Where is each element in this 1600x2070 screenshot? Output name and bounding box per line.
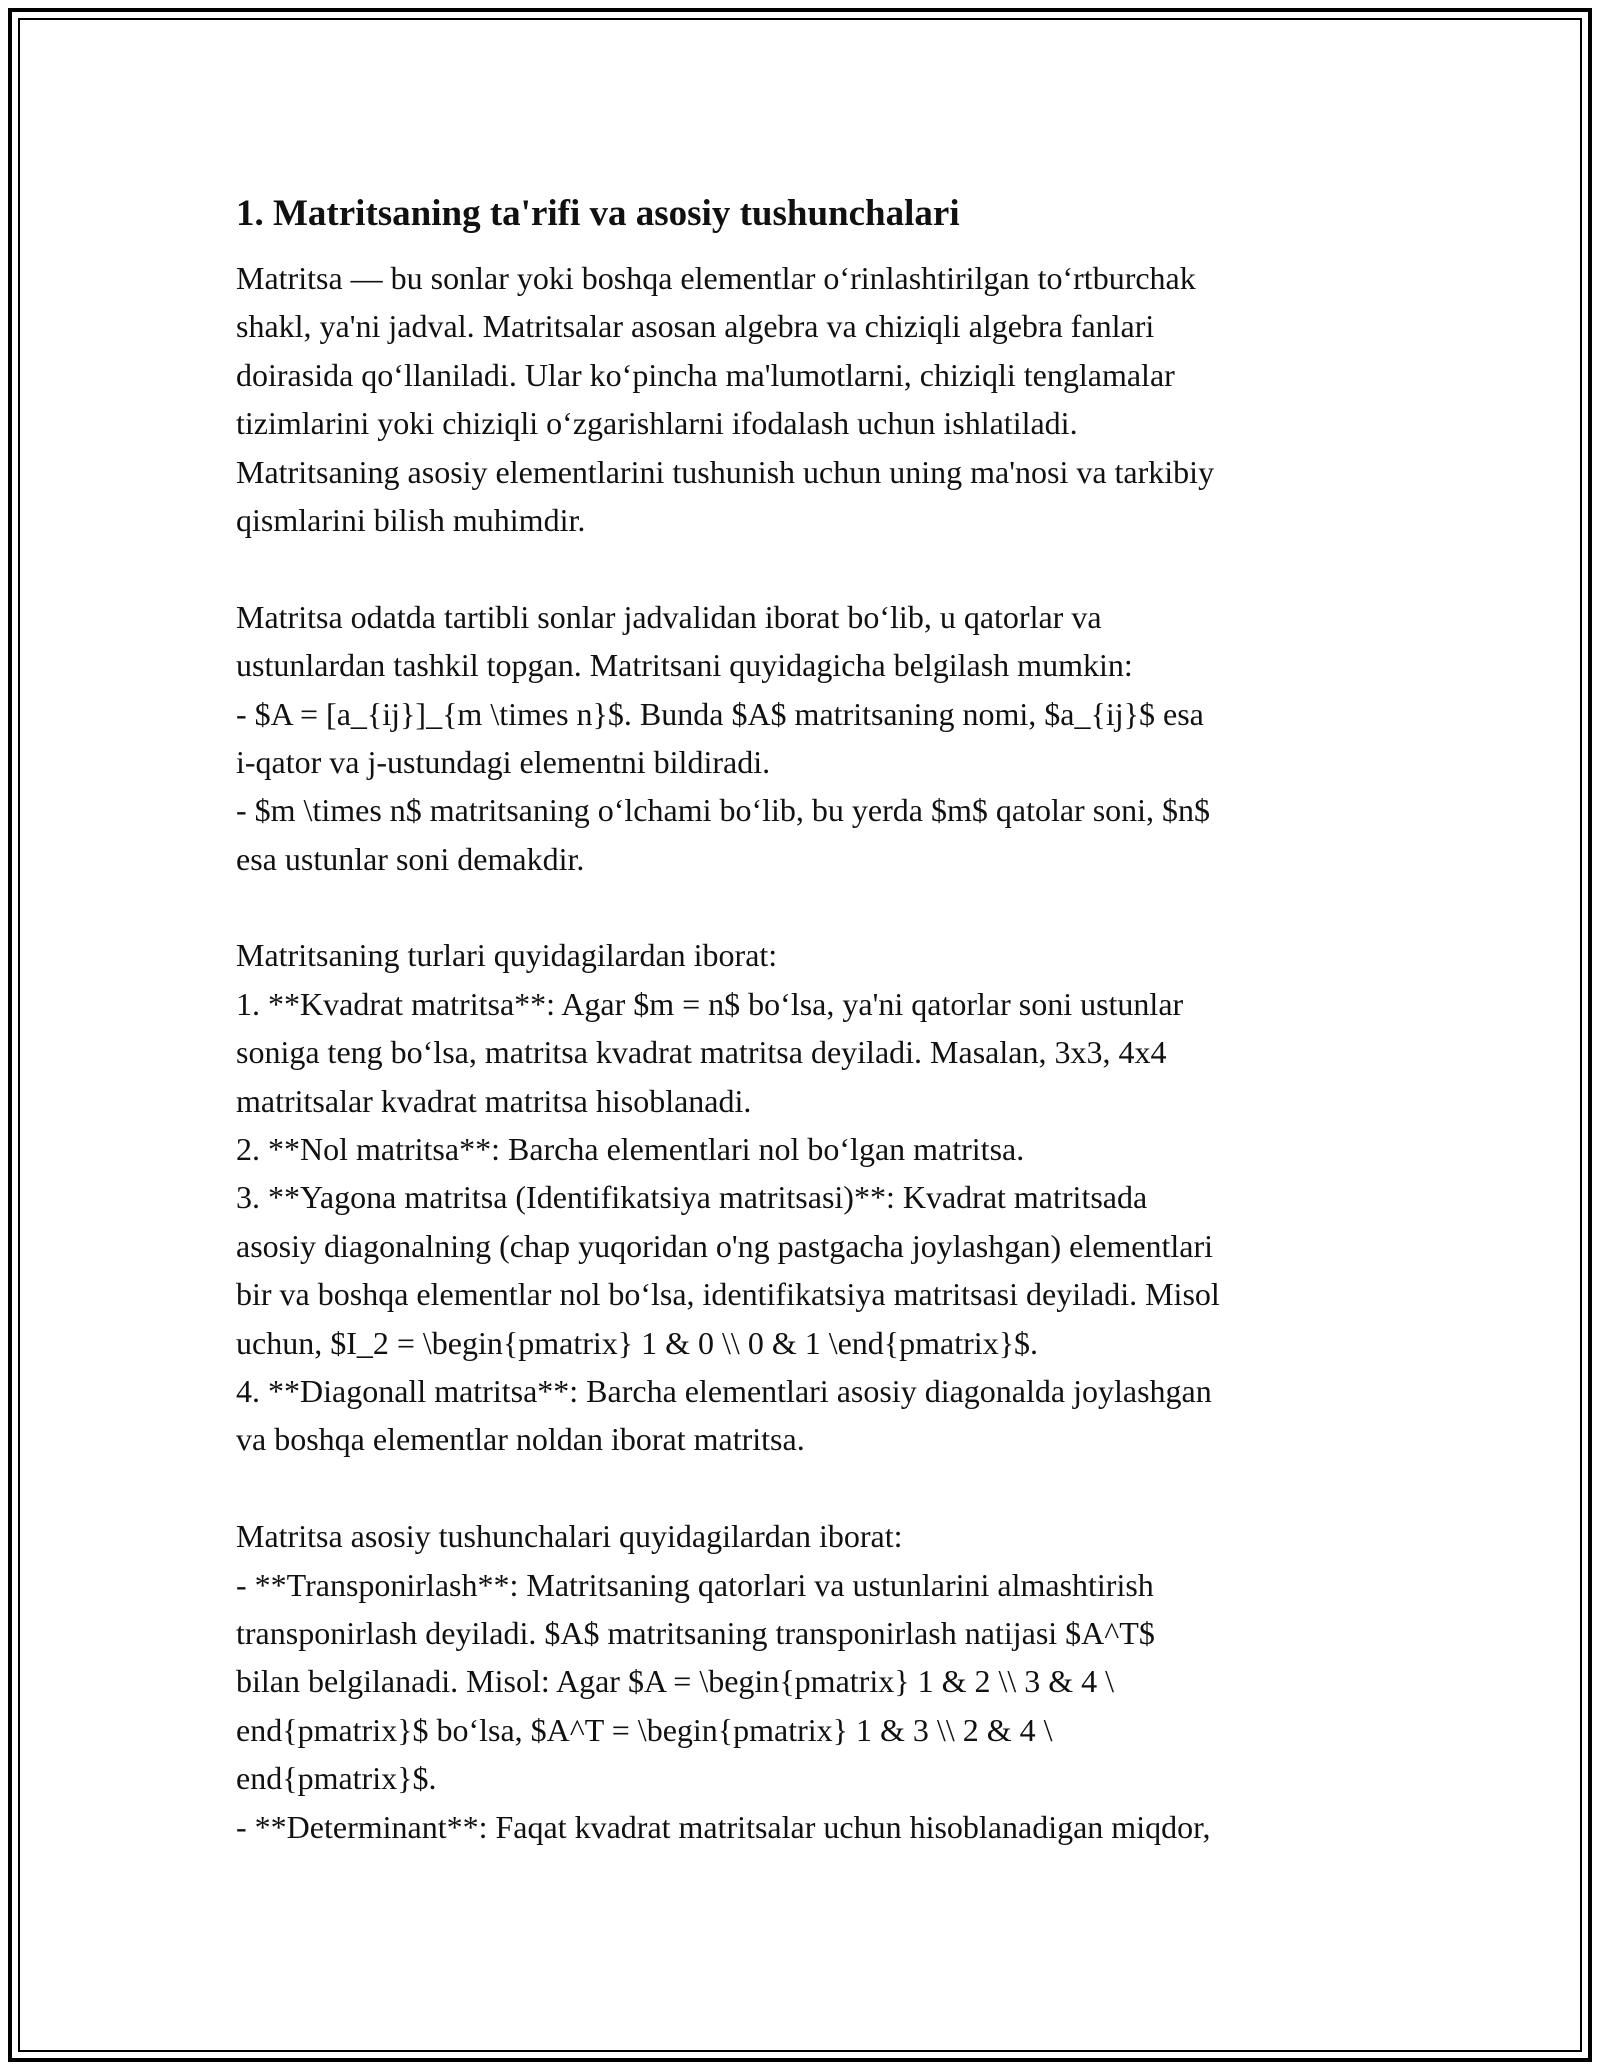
text-line: bilan belgilanadi. Misol: Agar $A = \begin{pmatrix} 1 & 2 \\ 3 & 4 \ [236, 1663, 1115, 1700]
document-body [236, 186, 1366, 1851]
text-line: 3. **Yagona matritsa (Identifikatsiya matritsasi)**: Kvadrat matritsada [236, 1179, 1148, 1216]
text-line: asosiy diagonalning (chap yuqoridan o'ng pastgacha joylashgan) elementlari [236, 1227, 1214, 1264]
paragraph-spacer [236, 1464, 1366, 1512]
text-line: - $m \times n$ matritsaning o‘lchami bo‘lib, bu yerda $m$ qatolar soni, $n$ [236, 792, 1211, 829]
text-line: ustunlardan tashkil topgan. Matritsani quyidagicha belgilash mumkin: [236, 647, 1133, 684]
text-line: qismlarini bilish muhimdir. [236, 501, 586, 538]
paragraph-basic-concepts [236, 1512, 1366, 1851]
text-line: end{pmatrix}$. [236, 1760, 437, 1797]
text-line: 1. **Kvadrat matritsa**: Agar $m = n$ bo‘lsa, ya'ni qatorlar soni ustunlar [236, 985, 1184, 1022]
text-line: end{pmatrix}$ bo‘lsa, $A^T = \begin{pmatrix} 1 & 3 \\ 2 & 4 \ [236, 1711, 1053, 1748]
text-line: Matritsa odatda tartibli sonlar jadvalidan iborat bo‘lib, u qatorlar va [236, 598, 1102, 635]
text-line: Matritsaning asosiy elementlarini tushunish uchun uning ma'nosi va tarkibiy [236, 453, 1215, 490]
text-line: 2. **Nol matritsa**: Barcha elementlari nol bo‘lgan matritsa. [236, 1131, 1025, 1168]
text-line: uchun, $I_2 = \begin{pmatrix} 1 & 0 \\ 0 & 1 \end{pmatrix}$. [236, 1324, 1039, 1361]
text-line: Matritsaning turlari quyidagilardan iborat: [236, 937, 778, 974]
text-line: tizimlarini yoki chiziqli o‘zgarishlarni ifodalash uchun ishlatiladi. [236, 405, 1078, 442]
text-line: i-qator va j-ustundagi elementni bildiradi. [236, 743, 771, 780]
paragraph-notation [236, 593, 1366, 883]
text-line: - $A = [a_{ij}]_{m \times n}$. Bunda $A$ matritsaning nomi, $a_{ij}$ esa [236, 695, 1204, 732]
text-line: Matritsa asosiy tushunchalari quyidagilardan iborat: [236, 1518, 903, 1555]
text-line: shakl, ya'ni jadval. Matritsalar asosan algebra va chiziqli algebra fanlari [236, 308, 1155, 345]
text-line: matritsalar kvadrat matritsa hisoblanadi. [236, 1082, 752, 1119]
text-line: bir va boshqa elementlar nol bo‘lsa, identifikatsiya matritsasi deyiladi. Misol [236, 1276, 1220, 1313]
paragraph-spacer [236, 544, 1366, 592]
text-line: Matritsa — bu sonlar yoki boshqa elementlar o‘rinlashtirilgan to‘rtburchak [236, 260, 1196, 296]
text-line: - **Determinant**: Faqat kvadrat matritsalar uchun hisoblanadigan miqdor, [236, 1808, 1211, 1845]
text-line: - **Transponirlash**: Matritsaning qatorlari va ustunlarini almashtirish [236, 1566, 1154, 1603]
text-line: esa ustunlar soni demakdir. [236, 840, 585, 877]
paragraph-spacer [236, 883, 1366, 931]
section-heading: 1. Matritsaning ta'rifi va asosiy tushunchalari [236, 193, 960, 234]
paragraph-definition [236, 254, 1366, 544]
text-line: doirasida qo‘llaniladi. Ular ko‘pincha ma'lumotlarni, chiziqli tenglamalar [236, 356, 1175, 393]
text-line: 4. **Diagonall matritsa**: Barcha elementlari asosiy diagonalda joylashgan [236, 1372, 1212, 1409]
text-line: soniga teng bo‘lsa, matritsa kvadrat matritsa deyiladi. Masalan, 3x3, 4x4 [236, 1034, 1167, 1071]
paragraph-matrix-types [236, 931, 1366, 1463]
text-line: transponirlash deyiladi. $A$ matritsaning transponirlash natijasi $A^T$ [236, 1614, 1155, 1651]
text-line: va boshqa elementlar noldan iborat matritsa. [236, 1421, 805, 1458]
